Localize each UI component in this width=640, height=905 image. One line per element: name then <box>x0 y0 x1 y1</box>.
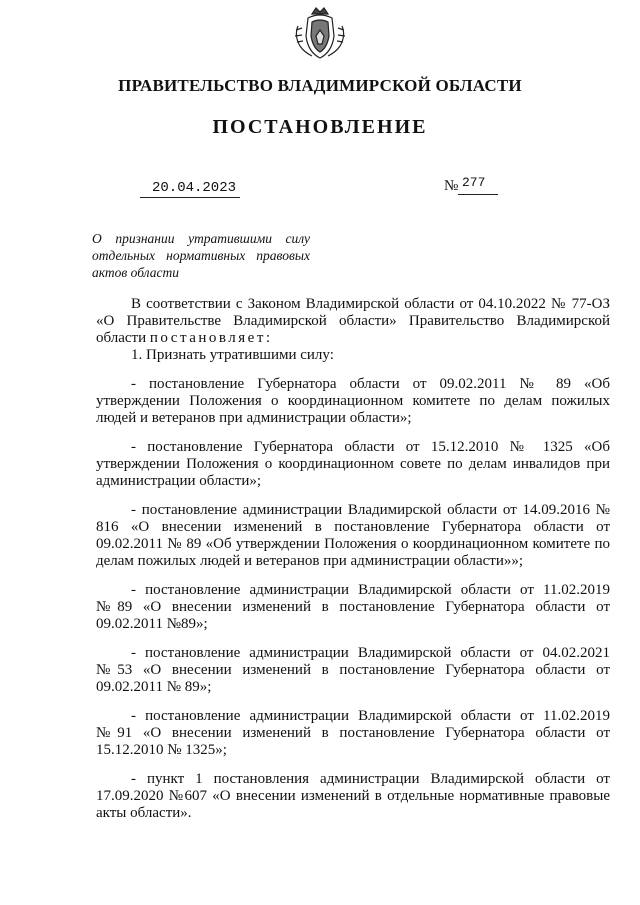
number-label: № <box>444 178 459 194</box>
list-item: - постановление администрации Владимирской области от 14.09.2016 № 816 «О внесении изменений в постановление Губернатора области от 09.02.2011 № 89 «Об утверждении Положения о координационном комитете по делам пожилых людей и ветеранов при администрации области»»; <box>96 502 610 569</box>
coat-of-arms-icon <box>290 6 350 62</box>
list-item: - постановление администрации Владимирской области от 11.02.2019 №91 «О внесении изменений в постановление Губернатора области от 15.12.2010 № 1325»; <box>96 708 610 758</box>
subject-line: отдельных нормативных правовых <box>92 248 310 263</box>
organization-title: ПРАВИТЕЛЬСТВО ВЛАДИМИРСКОЙ ОБЛАСТИ <box>118 76 522 95</box>
list-item: - постановление администрации Владимирской области от 04.02.2021 №53 «О внесении изменений в постановление Губернатора области от 09.02.2011 № 89»; <box>96 645 610 695</box>
subject-line: актов области <box>92 265 179 280</box>
document-date: 20.04.2023 <box>152 180 237 196</box>
number-underline <box>458 194 498 195</box>
list-item: - постановление администрации Владимирской области от 11.02.2019 №89 «О внесении изменений в постановление Губернатора области от 09.02.2011 №89»; <box>96 582 610 632</box>
resolves-word: постановляет: <box>149 330 273 346</box>
document-body <box>96 296 610 822</box>
preamble-paragraph <box>96 296 610 347</box>
preamble-text: В соответствии с Законом Владимирской области от 04.10.2022 № 77-ОЗ «О Правительстве Владимирской области» Правительство Владимирской области <box>96 296 610 346</box>
document-number: 277 <box>462 175 486 190</box>
date-underline <box>140 197 240 198</box>
list-item: - постановление Губернатора области от 15.12.2010 № 1325 «Об утверждении Положения о координационном совете по делам инвалидов при администрации области»; <box>96 439 610 489</box>
document-type-title: ПОСТАНОВЛЕНИЕ <box>212 116 428 138</box>
document-subject <box>92 230 310 281</box>
list-item: - пункт 1 постановления администрации Владимирской области от 17.09.2020 №607 «О внесении изменений в отдельные нормативные правовые акты области». <box>96 771 610 821</box>
list-item: - постановление Губернатора области от 09.02.2011 № 89 «Об утверждении Положения о координационном комитете по делам пожилых людей и ветеранов при администрации области»; <box>96 376 610 426</box>
subject-line: О признании утратившими силу <box>92 231 310 246</box>
item-heading: 1. Признать утратившими силу: <box>131 347 334 363</box>
